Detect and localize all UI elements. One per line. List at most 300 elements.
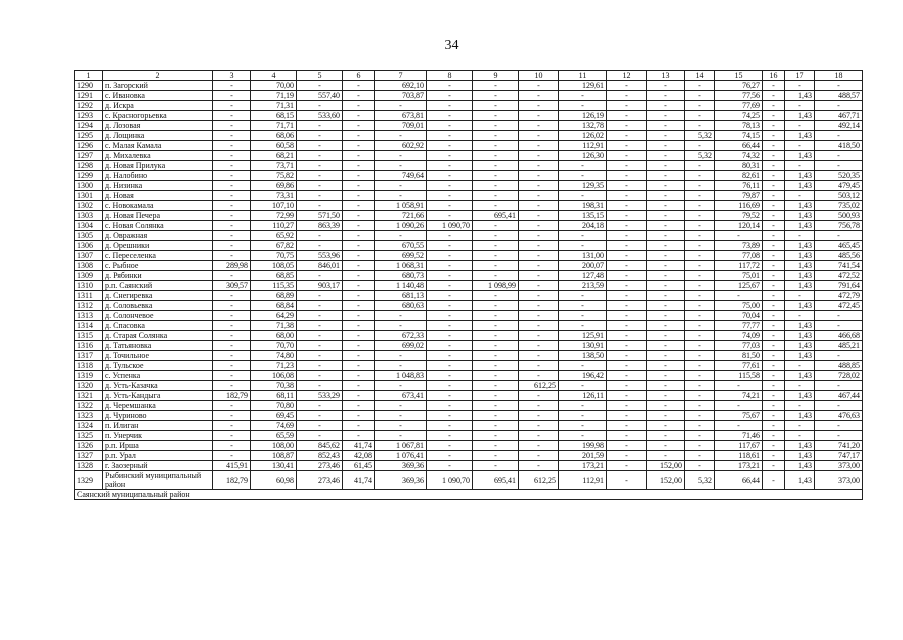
column-header: 1 xyxy=(75,71,103,81)
value-cell: - xyxy=(685,211,715,221)
value-cell: - xyxy=(607,91,647,101)
value-cell: - xyxy=(519,121,559,131)
value-cell: 108,00 xyxy=(251,441,297,451)
value-cell: 69,86 xyxy=(251,181,297,191)
value-cell: 699,52 xyxy=(375,251,427,261)
value-cell: 500,93 xyxy=(815,211,863,221)
settlement-name-cell: д. Орешники xyxy=(103,241,213,251)
value-cell: - xyxy=(785,81,815,91)
value-cell: - xyxy=(647,131,685,141)
value-cell: 68,89 xyxy=(251,291,297,301)
value-cell: 71,23 xyxy=(251,361,297,371)
value-cell: - xyxy=(763,431,785,441)
value-cell: 756,78 xyxy=(815,221,863,231)
value-cell: - xyxy=(427,431,473,441)
value-cell: 116,69 xyxy=(715,201,763,211)
value-cell: - xyxy=(647,231,685,241)
table-row xyxy=(75,101,863,111)
value-cell: 903,17 xyxy=(297,281,343,291)
value-cell: - xyxy=(213,151,251,161)
value-cell: 74,25 xyxy=(715,111,763,121)
value-cell: 115,58 xyxy=(715,371,763,381)
value-cell: 75,01 xyxy=(715,271,763,281)
value-cell: - xyxy=(343,361,375,371)
value-cell: - xyxy=(815,431,863,441)
value-cell: - xyxy=(519,301,559,311)
value-cell: 78,13 xyxy=(715,121,763,131)
value-cell: - xyxy=(607,351,647,361)
value-cell: 77,61 xyxy=(715,361,763,371)
value-cell: - xyxy=(815,381,863,391)
value-cell: - xyxy=(685,121,715,131)
value-cell: - xyxy=(213,311,251,321)
value-cell: - xyxy=(607,401,647,411)
row-index-cell: 1290 xyxy=(75,81,103,91)
value-cell: - xyxy=(685,341,715,351)
value-cell: - xyxy=(647,101,685,111)
table-row xyxy=(75,201,863,211)
value-cell: 71,38 xyxy=(251,321,297,331)
table-row xyxy=(75,181,863,191)
value-cell: - xyxy=(519,261,559,271)
value-cell: 108,05 xyxy=(251,261,297,271)
row-index-cell: 1319 xyxy=(75,371,103,381)
value-cell: 198,31 xyxy=(559,201,607,211)
value-cell: 42,08 xyxy=(343,451,375,461)
value-cell: - xyxy=(473,251,519,261)
column-header: 17 xyxy=(785,71,815,81)
value-cell: - xyxy=(297,141,343,151)
value-cell: - xyxy=(427,111,473,121)
value-cell: - xyxy=(559,431,607,441)
table-row xyxy=(75,411,863,421)
value-cell: - xyxy=(473,231,519,241)
settlement-name-cell: д. Новая Прилука xyxy=(103,161,213,171)
value-cell: 79,52 xyxy=(715,211,763,221)
value-cell: - xyxy=(685,221,715,231)
value-cell: - xyxy=(343,101,375,111)
value-cell: 75,82 xyxy=(251,171,297,181)
settlement-name-cell: д. Усть-Кандыга xyxy=(103,391,213,401)
row-index-cell: 1318 xyxy=(75,361,103,371)
settlement-name-cell: д. Солончевое xyxy=(103,311,213,321)
value-cell: - xyxy=(647,81,685,91)
value-cell: - xyxy=(343,371,375,381)
value-cell: 70,70 xyxy=(251,341,297,351)
value-cell: - xyxy=(473,171,519,181)
value-cell: - xyxy=(213,231,251,241)
value-cell: 1 068,31 xyxy=(375,261,427,271)
value-cell: 126,11 xyxy=(559,391,607,401)
value-cell: - xyxy=(473,181,519,191)
row-index-cell: 1293 xyxy=(75,111,103,121)
value-cell: - xyxy=(427,371,473,381)
value-cell: - xyxy=(427,91,473,101)
value-cell: 533,60 xyxy=(297,111,343,121)
value-cell: - xyxy=(427,131,473,141)
value-cell: 612,25 xyxy=(519,471,559,490)
value-cell: 72,99 xyxy=(251,211,297,221)
value-cell: - xyxy=(715,421,763,431)
value-cell: - xyxy=(375,421,427,431)
value-cell: - xyxy=(519,161,559,171)
value-cell: - xyxy=(427,251,473,261)
row-index-cell: 1316 xyxy=(75,341,103,351)
value-cell: - xyxy=(427,401,473,411)
row-index-cell: 1291 xyxy=(75,91,103,101)
value-cell: - xyxy=(297,291,343,301)
value-cell: - xyxy=(473,441,519,451)
value-cell: - xyxy=(559,161,607,171)
value-cell: - xyxy=(763,461,785,471)
value-cell: - xyxy=(763,211,785,221)
value-cell: 863,39 xyxy=(297,221,343,231)
value-cell: - xyxy=(607,81,647,91)
value-cell: - xyxy=(685,351,715,361)
value-cell: 1 058,91 xyxy=(375,201,427,211)
value-cell: - xyxy=(785,101,815,111)
value-cell: - xyxy=(607,221,647,231)
value-cell: - xyxy=(213,331,251,341)
table-row xyxy=(75,301,863,311)
value-cell: - xyxy=(763,351,785,361)
table-row xyxy=(75,141,863,151)
value-cell: - xyxy=(763,301,785,311)
row-index-cell: 1317 xyxy=(75,351,103,361)
value-cell: - xyxy=(473,421,519,431)
value-cell: 132,78 xyxy=(559,121,607,131)
value-cell: 65,92 xyxy=(251,231,297,241)
value-cell: - xyxy=(763,391,785,401)
value-cell: - xyxy=(607,311,647,321)
value-cell: - xyxy=(473,161,519,171)
row-index-cell: 1313 xyxy=(75,311,103,321)
value-cell: - xyxy=(375,361,427,371)
value-cell: - xyxy=(473,341,519,351)
value-cell: 1,43 xyxy=(785,271,815,281)
row-index-cell: 1297 xyxy=(75,151,103,161)
value-cell: 1,43 xyxy=(785,91,815,101)
column-header: 13 xyxy=(647,71,685,81)
section-row xyxy=(75,490,863,500)
value-cell: 791,64 xyxy=(815,281,863,291)
value-cell: - xyxy=(343,351,375,361)
value-cell: - xyxy=(343,271,375,281)
value-cell: 1,43 xyxy=(785,331,815,341)
value-cell: - xyxy=(213,381,251,391)
value-cell: 472,45 xyxy=(815,301,863,311)
value-cell: 273,46 xyxy=(297,461,343,471)
value-cell: 1,43 xyxy=(785,351,815,361)
value-cell: - xyxy=(427,141,473,151)
value-cell: - xyxy=(473,461,519,471)
value-cell: - xyxy=(473,451,519,461)
row-index-cell: 1315 xyxy=(75,331,103,341)
value-cell: 127,48 xyxy=(559,271,607,281)
value-cell: - xyxy=(473,311,519,321)
row-index-cell: 1304 xyxy=(75,221,103,231)
row-index-cell: 1295 xyxy=(75,131,103,141)
value-cell: 1,43 xyxy=(785,301,815,311)
value-cell: - xyxy=(297,191,343,201)
value-cell: - xyxy=(685,451,715,461)
table-row xyxy=(75,451,863,461)
value-cell: - xyxy=(763,101,785,111)
value-cell: 76,11 xyxy=(715,181,763,191)
value-cell: 741,20 xyxy=(815,441,863,451)
value-cell: 112,91 xyxy=(559,471,607,490)
value-cell: 73,31 xyxy=(251,191,297,201)
value-cell: 74,69 xyxy=(251,421,297,431)
column-header: 7 xyxy=(375,71,427,81)
value-cell: - xyxy=(427,341,473,351)
row-index-cell: 1292 xyxy=(75,101,103,111)
value-cell: - xyxy=(343,231,375,241)
value-cell: 70,75 xyxy=(251,251,297,261)
value-cell: - xyxy=(607,421,647,431)
table-row xyxy=(75,471,863,490)
value-cell: - xyxy=(815,161,863,171)
row-index-cell: 1298 xyxy=(75,161,103,171)
value-cell: - xyxy=(473,81,519,91)
settlement-name-cell: д. Налобино xyxy=(103,171,213,181)
value-cell: 80,31 xyxy=(715,161,763,171)
value-cell: - xyxy=(427,361,473,371)
value-cell: - xyxy=(519,461,559,471)
value-cell: 182,79 xyxy=(213,391,251,401)
value-cell: - xyxy=(647,441,685,451)
value-cell: 68,84 xyxy=(251,301,297,311)
value-cell: 1,43 xyxy=(785,151,815,161)
table-row xyxy=(75,131,863,141)
value-cell: - xyxy=(559,421,607,431)
value-cell: - xyxy=(763,241,785,251)
value-cell: - xyxy=(559,101,607,111)
value-cell: - xyxy=(519,371,559,381)
value-cell: 1,43 xyxy=(785,341,815,351)
value-cell: - xyxy=(559,171,607,181)
value-cell: - xyxy=(213,221,251,231)
value-cell: - xyxy=(647,391,685,401)
value-cell: - xyxy=(785,161,815,171)
value-cell: - xyxy=(473,131,519,141)
value-cell: 1,43 xyxy=(785,251,815,261)
row-index-cell: 1309 xyxy=(75,271,103,281)
row-index-cell: 1326 xyxy=(75,441,103,451)
value-cell: - xyxy=(297,311,343,321)
value-cell: - xyxy=(763,271,785,281)
value-cell: 68,21 xyxy=(251,151,297,161)
value-cell: - xyxy=(213,361,251,371)
value-cell: - xyxy=(763,281,785,291)
value-cell: - xyxy=(519,451,559,461)
value-cell: - xyxy=(647,251,685,261)
value-cell: - xyxy=(343,311,375,321)
value-cell: - xyxy=(473,201,519,211)
value-cell: - xyxy=(685,421,715,431)
value-cell: - xyxy=(607,191,647,201)
settlement-name-cell: д. Спасовка xyxy=(103,321,213,331)
value-cell: - xyxy=(607,261,647,271)
value-cell: - xyxy=(647,111,685,121)
value-cell: 77,56 xyxy=(715,91,763,101)
value-cell: 373,00 xyxy=(815,461,863,471)
settlement-name-cell: п. Илиган xyxy=(103,421,213,431)
value-cell: - xyxy=(647,451,685,461)
value-cell: 1 098,99 xyxy=(473,281,519,291)
column-header: 12 xyxy=(607,71,647,81)
value-cell: - xyxy=(297,231,343,241)
value-cell: 612,25 xyxy=(519,381,559,391)
value-cell: 77,69 xyxy=(715,101,763,111)
column-header: 9 xyxy=(473,71,519,81)
row-index-cell: 1329 xyxy=(75,471,103,490)
value-cell: - xyxy=(607,301,647,311)
value-cell: - xyxy=(685,231,715,241)
value-cell: - xyxy=(427,391,473,401)
value-cell: - xyxy=(607,441,647,451)
column-header: 8 xyxy=(427,71,473,81)
value-cell: - xyxy=(343,391,375,401)
value-cell: - xyxy=(297,241,343,251)
value-cell: - xyxy=(715,231,763,241)
value-cell: - xyxy=(343,81,375,91)
row-index-cell: 1296 xyxy=(75,141,103,151)
value-cell: - xyxy=(685,181,715,191)
column-header: 16 xyxy=(763,71,785,81)
value-cell: - xyxy=(375,151,427,161)
value-cell: 199,98 xyxy=(559,441,607,451)
value-cell: 1,43 xyxy=(785,181,815,191)
value-cell: - xyxy=(559,311,607,321)
value-cell: 741,54 xyxy=(815,261,863,271)
value-cell: 1,43 xyxy=(785,221,815,231)
value-cell: - xyxy=(785,141,815,151)
table-row xyxy=(75,351,863,361)
value-cell: 74,15 xyxy=(715,131,763,141)
table-row xyxy=(75,161,863,171)
value-cell: - xyxy=(685,101,715,111)
value-cell: - xyxy=(685,141,715,151)
value-cell: 66,44 xyxy=(715,471,763,490)
value-cell: 695,41 xyxy=(473,471,519,490)
value-cell: - xyxy=(785,381,815,391)
value-cell: - xyxy=(607,121,647,131)
value-cell: - xyxy=(519,151,559,161)
table-row xyxy=(75,401,863,411)
value-cell: - xyxy=(815,311,863,321)
value-cell: - xyxy=(519,251,559,261)
value-cell: - xyxy=(559,241,607,251)
row-index-cell: 1310 xyxy=(75,281,103,291)
value-cell: - xyxy=(213,351,251,361)
value-cell: - xyxy=(763,191,785,201)
value-cell: - xyxy=(473,261,519,271)
value-cell: - xyxy=(607,271,647,281)
value-cell: - xyxy=(607,291,647,301)
value-cell: 1 076,41 xyxy=(375,451,427,461)
value-cell: 735,02 xyxy=(815,201,863,211)
value-cell: - xyxy=(607,361,647,371)
value-cell: - xyxy=(297,431,343,441)
value-cell: - xyxy=(343,421,375,431)
settlement-name-cell: р.п. Ирша xyxy=(103,441,213,451)
settlement-name-cell: Рыбинский муниципальный район xyxy=(103,471,213,490)
value-cell: - xyxy=(519,321,559,331)
settlement-name-cell: д. Снегиревка xyxy=(103,291,213,301)
value-cell: - xyxy=(375,321,427,331)
row-index-cell: 1294 xyxy=(75,121,103,131)
value-cell: 703,87 xyxy=(375,91,427,101)
value-cell: 503,12 xyxy=(815,191,863,201)
value-cell: - xyxy=(297,181,343,191)
value-cell: - xyxy=(213,131,251,141)
value-cell: 681,13 xyxy=(375,291,427,301)
value-cell: - xyxy=(607,411,647,421)
value-cell: 1,43 xyxy=(785,241,815,251)
value-cell: - xyxy=(427,201,473,211)
value-cell: 73,71 xyxy=(251,161,297,171)
value-cell: 125,91 xyxy=(559,331,607,341)
value-cell: 602,92 xyxy=(375,141,427,151)
value-cell: - xyxy=(427,321,473,331)
value-cell: 309,57 xyxy=(213,281,251,291)
value-cell: - xyxy=(213,211,251,221)
value-cell: - xyxy=(685,441,715,451)
row-index-cell: 1311 xyxy=(75,291,103,301)
value-cell: - xyxy=(297,321,343,331)
table-row xyxy=(75,381,863,391)
value-cell: 61,45 xyxy=(343,461,375,471)
value-cell: 1,43 xyxy=(785,131,815,141)
column-header: 5 xyxy=(297,71,343,81)
value-cell: - xyxy=(685,111,715,121)
value-cell: 699,02 xyxy=(375,341,427,351)
value-cell: - xyxy=(763,151,785,161)
value-cell: 1,43 xyxy=(785,461,815,471)
value-cell: 64,29 xyxy=(251,311,297,321)
value-cell: - xyxy=(213,101,251,111)
value-cell: - xyxy=(647,201,685,211)
value-cell: - xyxy=(213,81,251,91)
value-cell: - xyxy=(763,471,785,490)
value-cell: - xyxy=(607,211,647,221)
table-row xyxy=(75,231,863,241)
value-cell: 479,45 xyxy=(815,181,863,191)
value-cell: 60,98 xyxy=(251,471,297,490)
column-header: 14 xyxy=(685,71,715,81)
value-cell: - xyxy=(519,361,559,371)
value-cell: 77,08 xyxy=(715,251,763,261)
page-number: 34 xyxy=(444,38,459,53)
value-cell: 1,43 xyxy=(785,391,815,401)
value-cell: - xyxy=(763,251,785,261)
value-cell: 77,03 xyxy=(715,341,763,351)
value-cell: 201,59 xyxy=(559,451,607,461)
value-cell: - xyxy=(763,111,785,121)
value-cell: - xyxy=(647,301,685,311)
settlement-name-cell: д. Усть-Казачка xyxy=(103,381,213,391)
value-cell: - xyxy=(519,131,559,141)
value-cell: - xyxy=(297,361,343,371)
value-cell: - xyxy=(213,91,251,101)
table-row xyxy=(75,371,863,381)
table-row xyxy=(75,391,863,401)
value-cell: - xyxy=(647,361,685,371)
value-cell: - xyxy=(343,121,375,131)
value-cell: - xyxy=(297,171,343,181)
value-cell: - xyxy=(427,231,473,241)
